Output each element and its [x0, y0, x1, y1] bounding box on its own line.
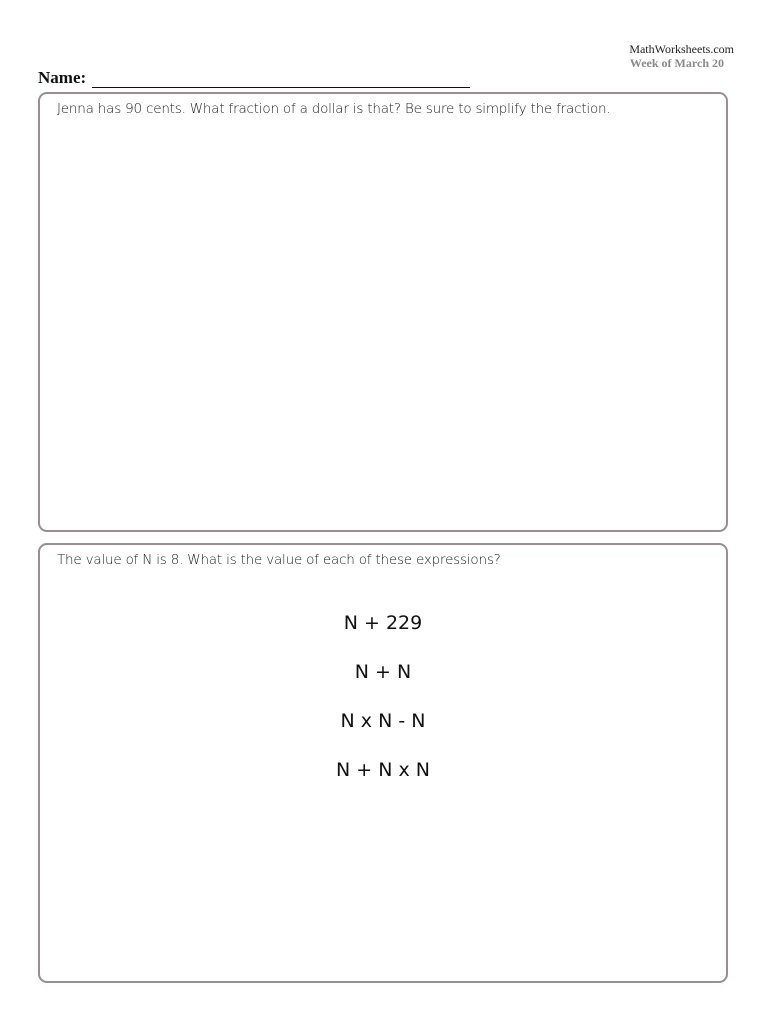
problem-box-2 — [38, 543, 728, 983]
problem-box-1 — [38, 92, 728, 532]
problem-1-text: Jenna has 90 cents. What fraction of a dollar is that? Be sure to simplify the fraction. — [57, 101, 611, 117]
expression-item: N + N x N — [336, 759, 430, 781]
site-name: MathWorksheets.com — [629, 42, 734, 56]
expression-list — [40, 610, 726, 806]
name-row — [38, 68, 470, 88]
week-label: Week of March 20 — [629, 56, 724, 70]
problem-2-text: The value of N is 8. What is the value of each of these expressions? — [57, 552, 501, 568]
name-label: Name: — [38, 68, 87, 87]
expression-item: N + N — [354, 661, 412, 683]
expression-item: N x N - N — [340, 710, 426, 732]
name-line[interactable] — [92, 71, 470, 88]
expression-item: N + 229 — [343, 612, 423, 634]
